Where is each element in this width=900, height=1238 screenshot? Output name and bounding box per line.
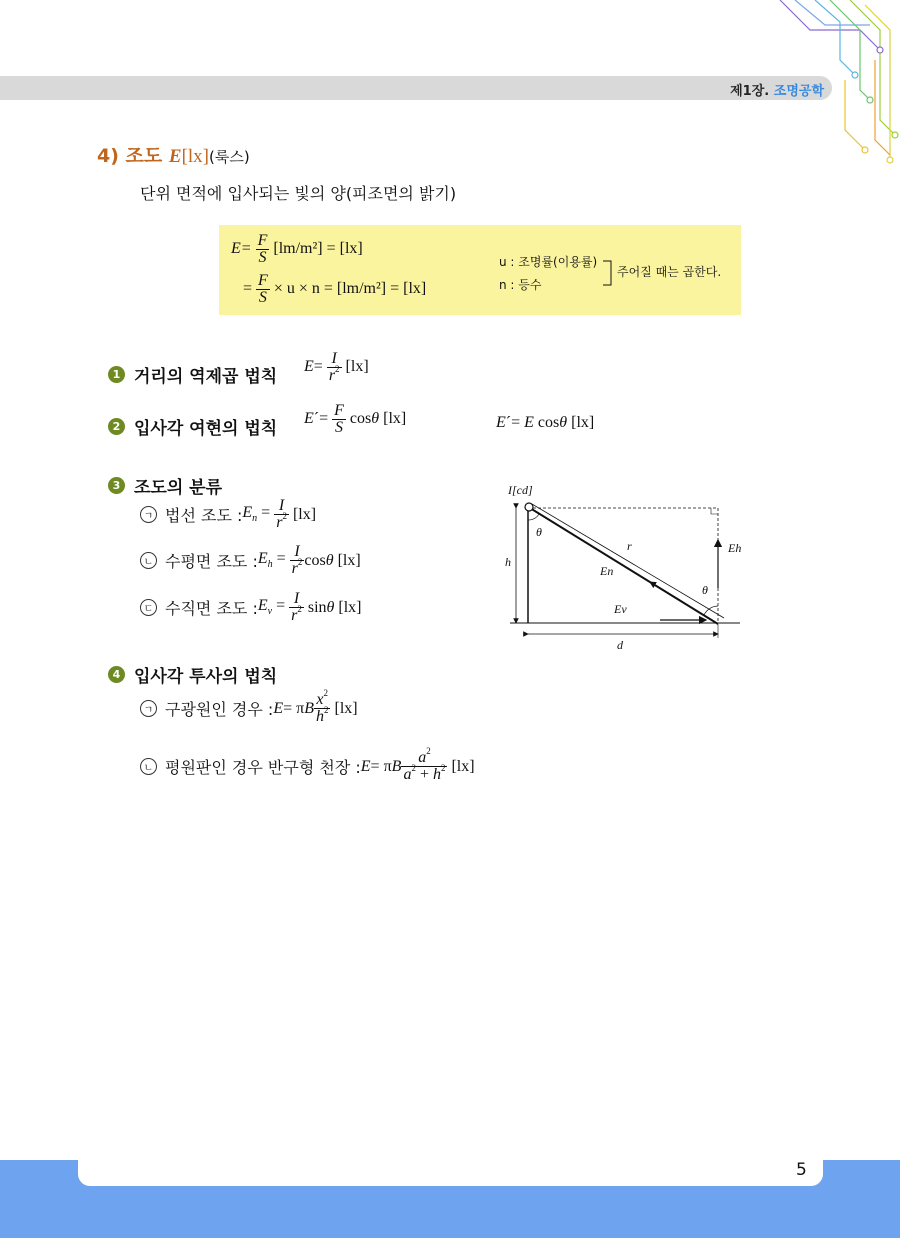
bracket-icon	[603, 260, 613, 286]
marker-icon: ㄱ	[140, 506, 157, 523]
illuminance-diagram	[500, 478, 745, 656]
formula-cosine-law-2: E´= E cosθ [lx]	[496, 414, 595, 431]
formula-line-2: = $\frac{F}{S}$ × u × n = [lm/m²] = [lx]	[243, 272, 427, 306]
svg-text:En: En	[600, 564, 614, 578]
section-title: 4) 조도 E[lx](룩스)	[97, 145, 250, 167]
marker-icon: ㄴ	[140, 758, 157, 775]
formula-inverse-square: E= $\frac{I}{r^2}$ [lx]	[304, 350, 369, 384]
svg-text:d: d	[617, 638, 623, 652]
note-u: u : 조명률(이용률)	[499, 255, 598, 269]
note-bracket: 주어질 때는 곱한다.	[617, 265, 722, 279]
item-cosine-law: 2 입사각 여현의 법칙	[108, 414, 277, 439]
projection-disc: ㄴ 평원판인 경우 반구형 천장 : E= πB $\frac{a^2}{a^2 + h^2}$ [lx]	[140, 750, 475, 783]
formula-box	[219, 225, 741, 315]
item-classification: 3 조도의 분류	[108, 473, 222, 498]
page-number: 5	[796, 1160, 807, 1180]
bullet-icon: 1	[108, 366, 125, 383]
item-inverse-square: 1 거리의 역제곱 법칙	[108, 362, 277, 387]
item-projection: 4 입사각 투사의 법칙	[108, 662, 277, 687]
projection-sphere: ㄱ 구광원인 경우 : E= πB $\frac{x^2}{h^2}$ [lx]	[140, 692, 358, 725]
footer-tab	[78, 1160, 823, 1186]
bullet-icon: 4	[108, 666, 125, 683]
classification-normal: ㄱ 법선 조도 : $E_n$ = $\frac{I}{r^2}$ [lx]	[140, 498, 316, 531]
marker-icon: ㄴ	[140, 552, 157, 569]
marker-icon: ㄷ	[140, 599, 157, 616]
bullet-icon: 3	[108, 477, 125, 494]
svg-text:θ: θ	[536, 525, 542, 539]
svg-text:r: r	[627, 539, 632, 553]
svg-text:Eh: Eh	[728, 541, 742, 555]
section-definition: 단위 면적에 입사되는 빛의 양(피조면의 밝기)	[140, 184, 457, 203]
marker-icon: ㄱ	[140, 700, 157, 717]
bullet-icon: 2	[108, 418, 125, 435]
svg-text:I[cd]: I[cd]	[508, 483, 533, 497]
light-source-icon	[525, 503, 533, 511]
svg-text:Ev: Ev	[614, 602, 627, 616]
note-n: n : 등수	[499, 278, 542, 292]
header-band	[0, 76, 832, 100]
chapter-label: 제1장. 조명공학	[730, 84, 824, 99]
classification-horizontal: ㄴ 수평면 조도 : $E_h$ = $\frac{I}{r^2}$ cosθ [lx]	[140, 544, 361, 577]
classification-vertical: ㄷ 수직면 조도 : $E_v$ = $\frac{I}{r^2}$ sinθ [lx]	[140, 591, 361, 624]
formula-cosine-law: E´= $\frac{F}{S}$ cosθ [lx]	[304, 402, 407, 436]
formula-line-1: E= $\frac{F}{S}$ [lm/m²] = [lx]	[231, 232, 363, 266]
distance-line	[532, 504, 724, 618]
svg-text:h: h	[505, 555, 511, 569]
svg-text:θ: θ	[702, 583, 708, 597]
